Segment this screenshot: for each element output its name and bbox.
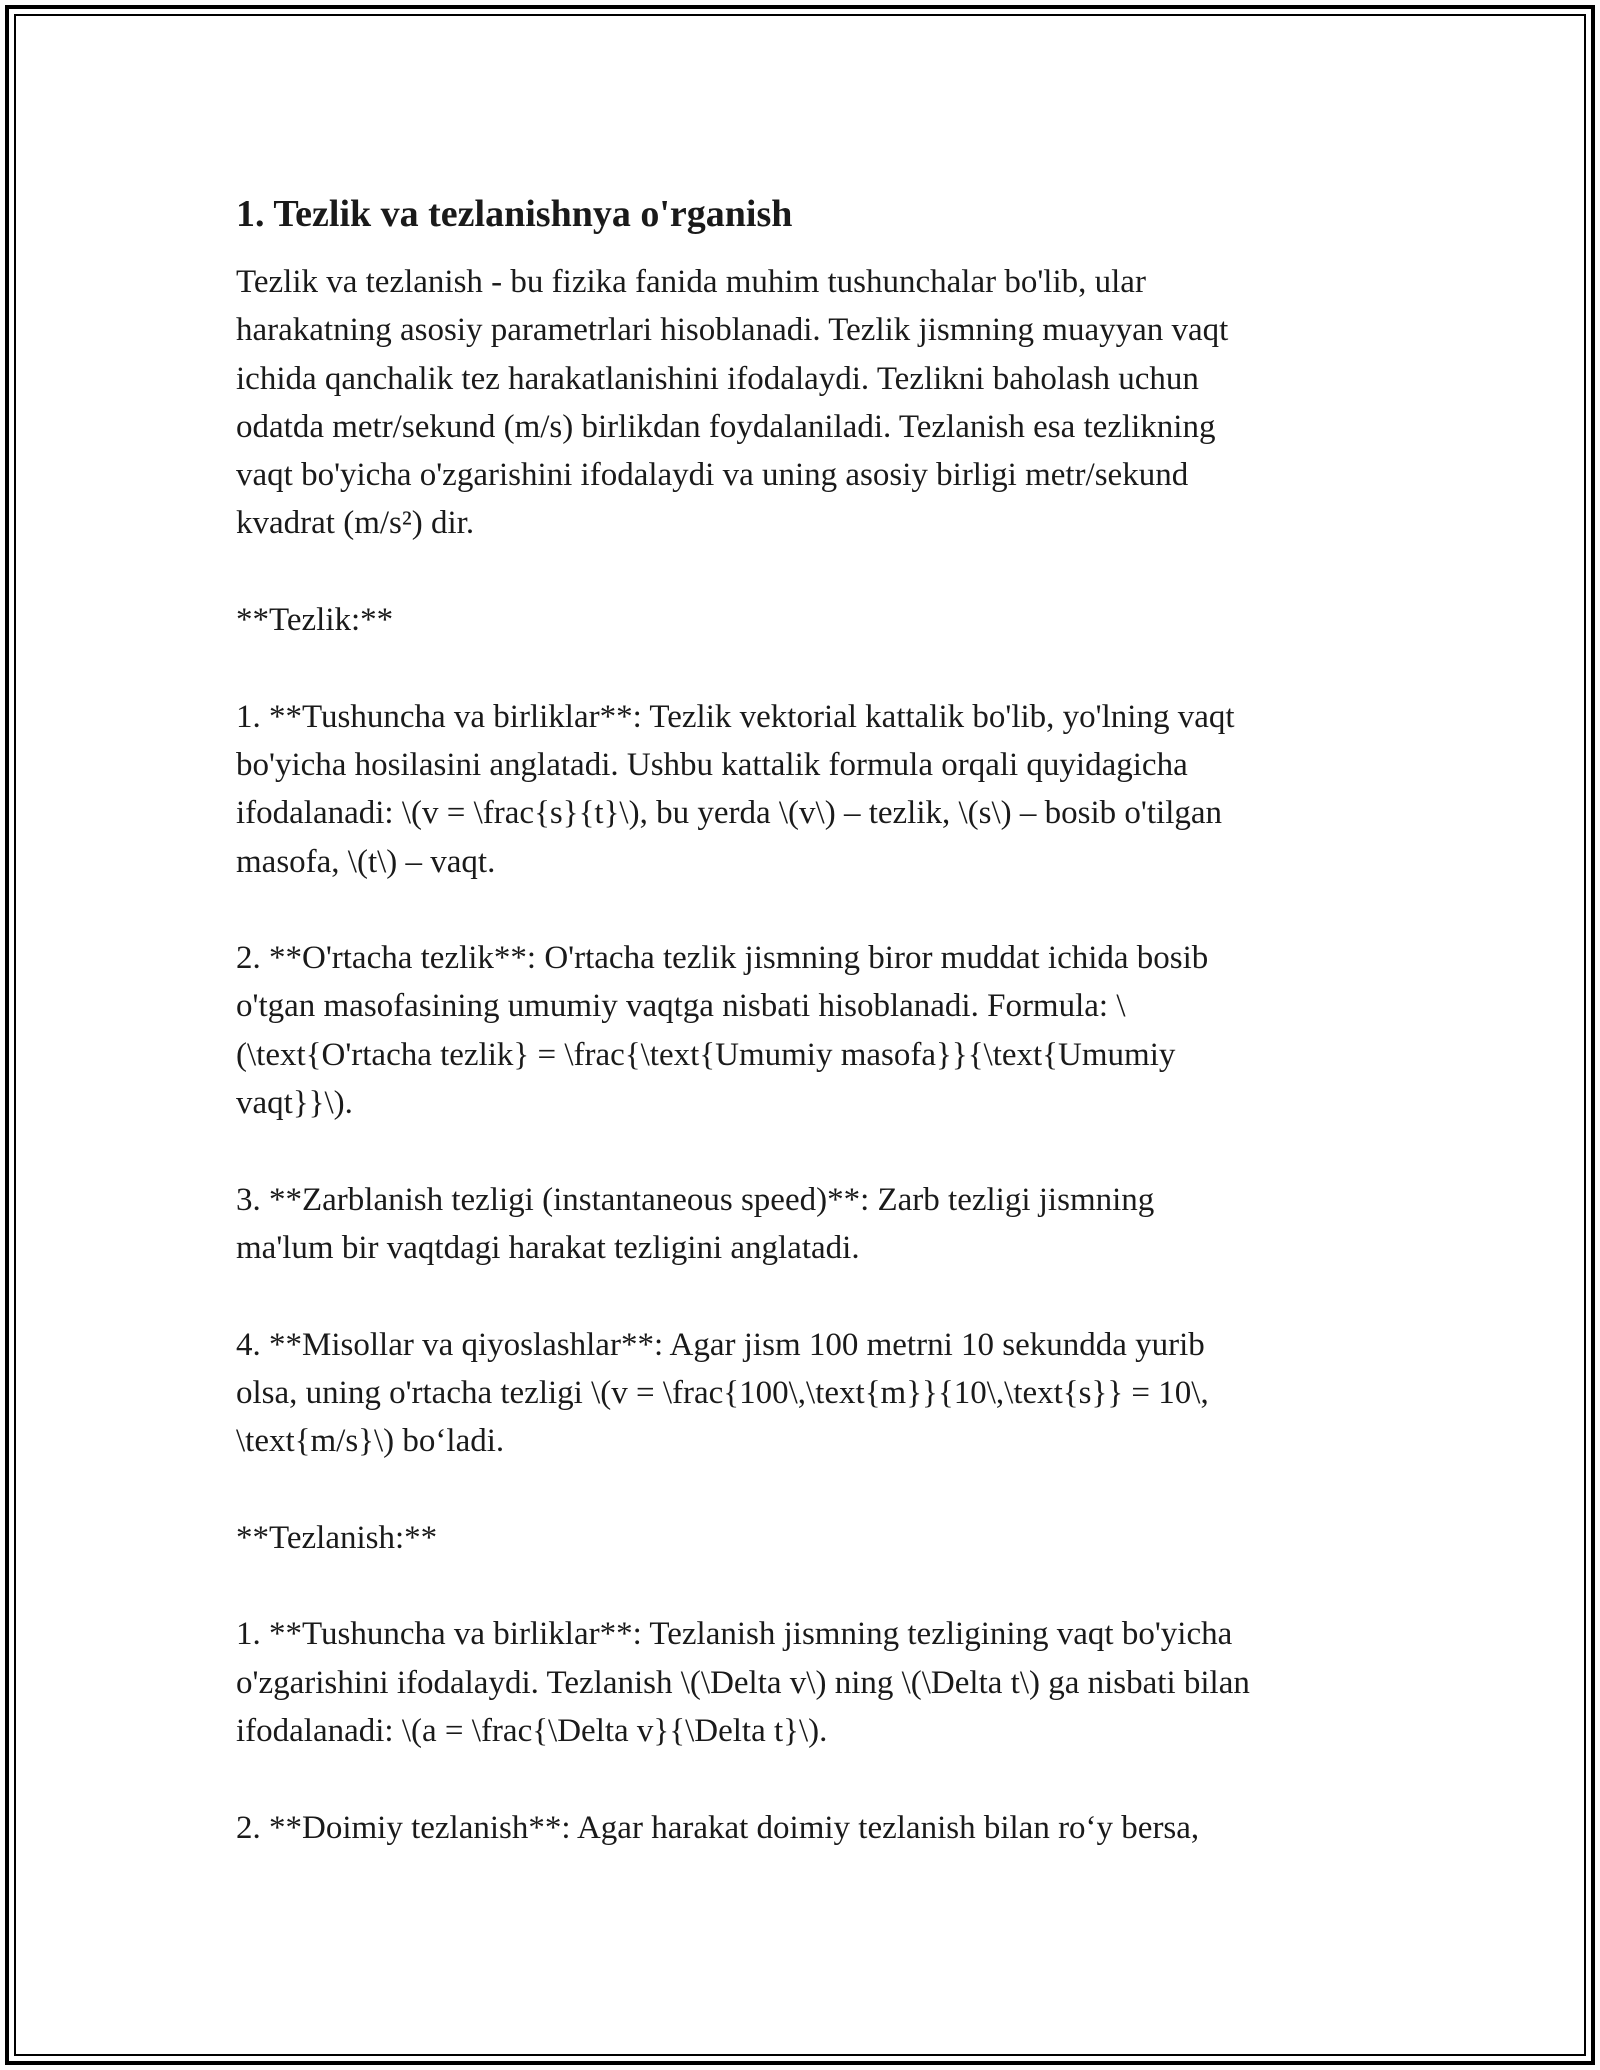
section-heading-tezlik: **Tezlik:** xyxy=(236,602,394,639)
section-heading-tezlanish: **Tezlanish:** xyxy=(236,1519,438,1556)
tezlik-item-2: 2. **O'rtacha tezlik**: O'rtacha tezlik jismning biror muddat ichida bosib o'tgan masofasining umumiy vaqtga nisbati hisoblanadi. Formula: \ (\text{O'rtacha tezlik} = \frac{\text{Umumiy masofa}}{\text{Umumiy vaqt}}\). xyxy=(236,940,1209,1122)
tezlanish-item-1: 1. **Tushuncha va birliklar**: Tezlanish jismning tezligining vaqt bo'yicha o'zgarishini ifodalaydi. Tezlanish \(\Delta v\) ning \(\Delta t\) ga nisbati bilan ifodalanadi: \(a = \frac{\Delta v}{\Delta t}\). xyxy=(236,1616,1250,1749)
tezlik-item-4: 4. **Misollar va qiyoslashlar**: Agar jism 100 metrni 10 sekundda yurib olsa, uning o'rtacha tezligi \(v = \frac{100\,\text{m}}{10\,\text{s}} = 10\, \text{m/s}\) bo‘ladi. xyxy=(236,1326,1209,1460)
intro-paragraph: Tezlik va tezlanish - bu fizika fanida muhim tushunchalar bo'lib, ular harakatning asosiy parametrlari hisoblanadi. Tezlik jismning muayyan vaqt ichida qanchalik tez harakatlanishini ifodalaydi. Tezlikni baholash uchun odatda metr/sekund (m/s) birlikdan foydalaniladi. Tezlanish esa tezlikning vaqt bo'yicha o'zgarishini ifodalaydi va uning asosiy birligi metr/sekund kvadrat (m/s²) dir. xyxy=(236,264,1229,542)
tezlanish-item-2: 2. **Doimiy tezlanish**: Agar harakat doimiy tezlanish bilan ro‘y bersa, xyxy=(236,1809,1200,1846)
document-body xyxy=(236,186,1386,1900)
tezlik-item-3: 3. **Zarblanish tezligi (instantaneous speed)**: Zarb tezligi jismning ma'lum bir vaqtdagi harakat tezligini anglatadi. xyxy=(236,1181,1155,1266)
document-title: 1. Tezlik va tezlanishnya o'rganish xyxy=(236,193,793,235)
tezlik-item-1: 1. **Tushuncha va birliklar**: Tezlik vektorial kattalik bo'lib, yo'lning vaqt bo'yicha hosilasini anglatadi. Ushbu kattalik formula orqali quyidagicha ifodalanadi: \(v = \frac{s}{t}\), bu yerda \(v\) – tezlik, \(s\) – bosib o'tilgan masofa, \(t\) – vaqt. xyxy=(236,698,1235,880)
